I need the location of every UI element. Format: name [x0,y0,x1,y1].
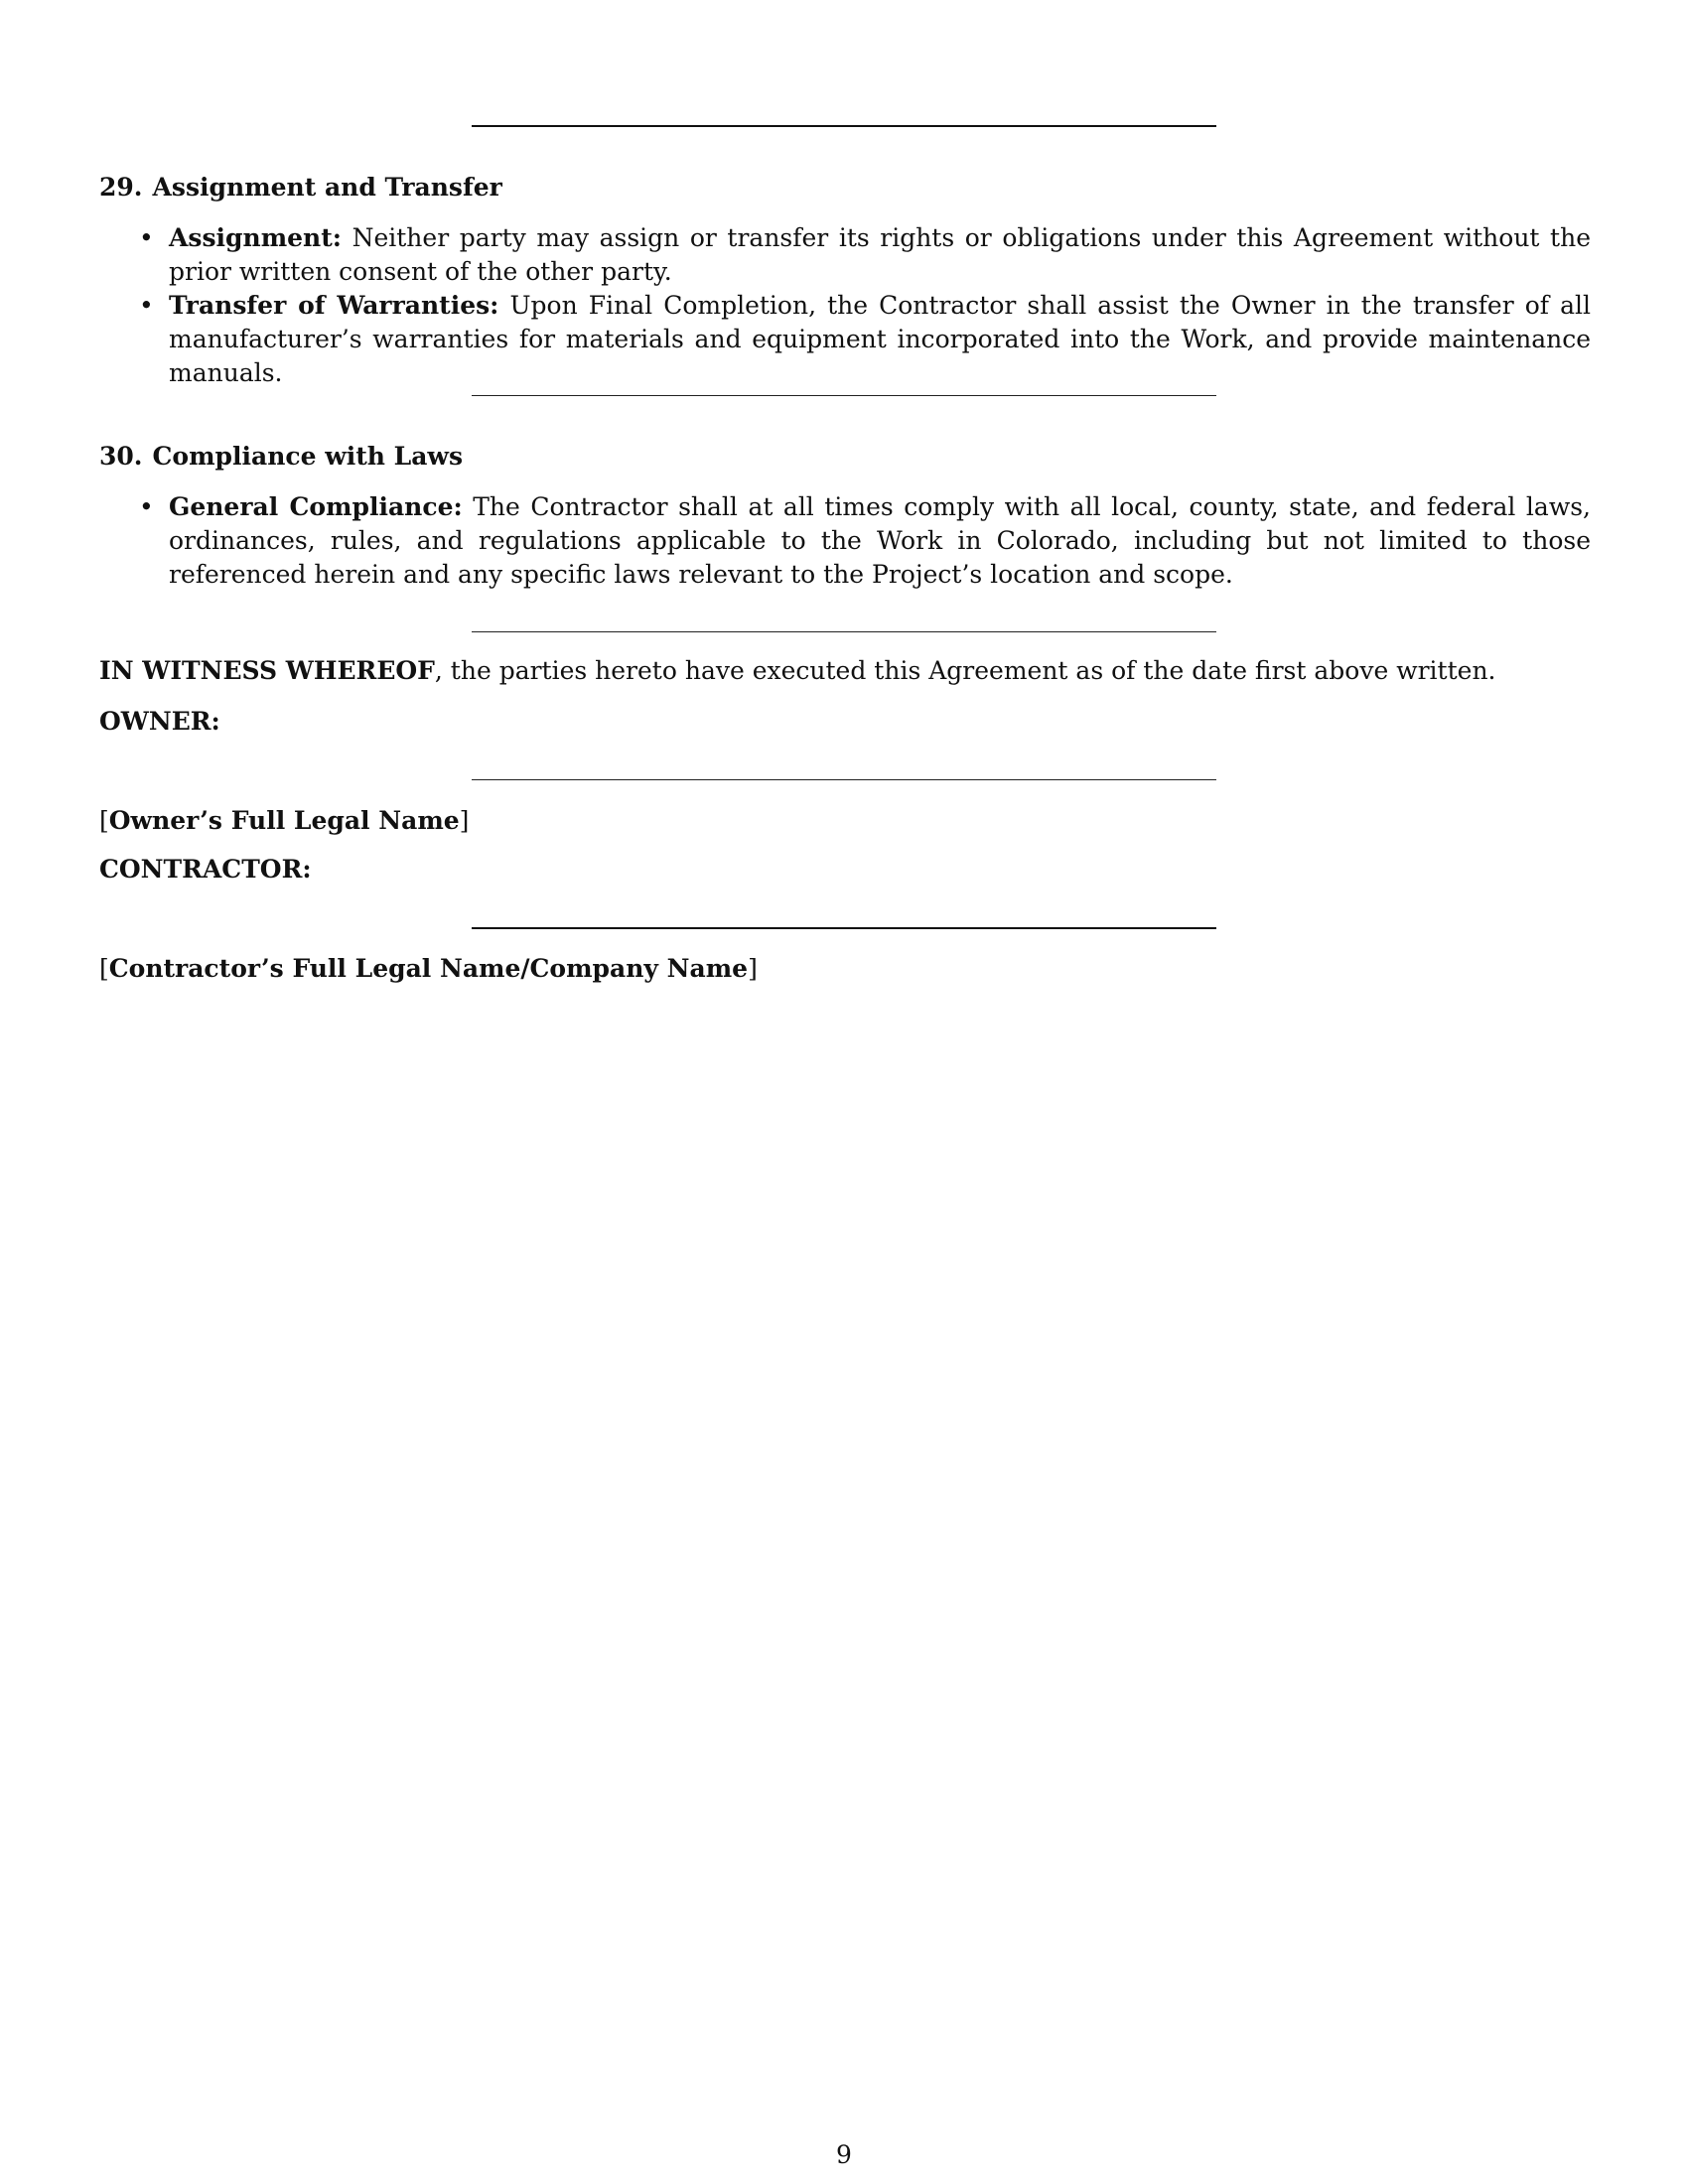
item-text: Neither party may assign or transfer its rights or obligations under this Agreement without the prior written consent of the other party. [169,223,1591,286]
item-text: The Contractor shall at all times comply with all local, county, state, and federal laws, ordinances, rules, and regulations applicable to the Work in Colorado, including but not limited to those referenced herein and any specific laws relevant to the Project’s location and scope. [169,492,1591,589]
item-text: Upon Final Completion, the Contractor shall assist the Owner in the transfer of all manufacturer’s warranties for materials and equipment incorporated into the Work, and provide maintenance manuals. [169,291,1591,387]
page-number: 9 [836,2140,852,2169]
bullet-icon: • [139,492,154,521]
list-item [99,221,1591,289]
section-29-heading [99,171,502,205]
bullet-icon: • [139,223,154,252]
witness-text: , the parties hereto have executed this Agreement as of the date first above written. [434,656,1496,685]
owner-name-close: ] [459,806,470,835]
section-29-list [99,221,1591,390]
contractor-name-close: ] [748,954,758,983]
owner-label: OWNER: [99,707,220,736]
owner-name-text: Owner’s Full Legal Name [108,806,460,835]
section-divider [472,395,1216,396]
section-30-list [99,490,1591,592]
section-30-number: 30. [99,442,143,471]
section-30-title: Compliance with Laws [152,442,464,471]
contractor-name-open: [ [99,954,109,983]
item-term: Assignment: [169,223,343,252]
list-item [99,289,1591,390]
contractor-signature-line [472,927,1216,929]
section-divider [472,631,1216,632]
bullet-icon: • [139,291,154,320]
section-divider-top [472,125,1216,127]
item-term: Transfer of Warranties: [169,291,499,320]
contractor-label: CONTRACTOR: [99,855,312,884]
contractor-name [99,952,758,986]
owner-name-open: [ [99,806,109,835]
witness-lead: IN WITNESS WHEREOF [99,656,435,685]
owner-signature-line [472,779,1216,780]
list-item [99,490,1591,592]
owner-name [99,804,469,838]
item-term: General Compliance: [169,492,463,521]
section-30-heading [99,440,463,474]
contractor-name-text: Contractor’s Full Legal Name/Company Name [108,954,749,983]
section-29-title: Assignment and Transfer [152,173,502,202]
section-29-number: 29. [99,173,143,202]
witness-clause [99,654,1591,688]
